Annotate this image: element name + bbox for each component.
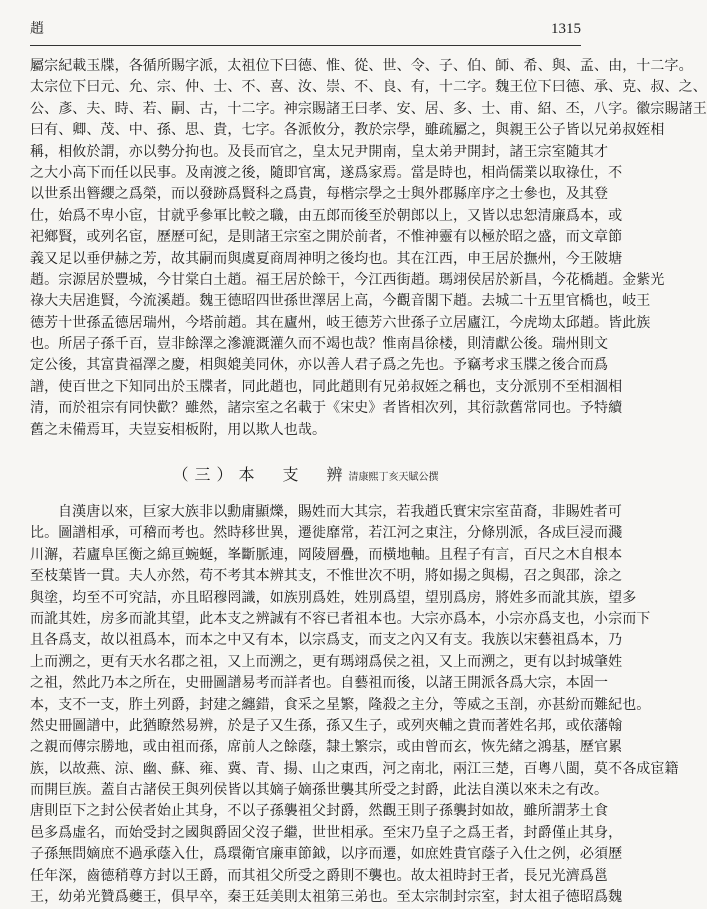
text-line: 以世系出簪纓之爲榮，而以發跡爲賢科之爲貴，每楷宗學之士與外郡縣庠序之士參也，及其登 bbox=[30, 186, 609, 203]
text-line: 自漢唐以來，巨家大族非以勳庸顯爍，賜姓而大其宗，若我趙氏實宋宗室苗裔，非賜姓者可 bbox=[58, 504, 622, 520]
text-line: 且各爲支，故以祖爲本，而本之中又有本，以宗爲支，而支之內又有支。我族以宋藝祖爲本，乃 bbox=[30, 632, 623, 649]
section-byline: 清康熙丁亥天賦公撰 bbox=[348, 472, 439, 483]
text-line: 稱，相攸於謂，亦以勢分拘也。及長而官之，皇太兄尹開南，皇太弟尹開封，諸王宗室隨其才 bbox=[30, 143, 609, 160]
text-line: 仕，始爲不卑小宦，甘就乎參軍比較之職，由五郎而後至於朝郎以上，又皆以忠恕清廉爲本，或 bbox=[30, 207, 623, 224]
header-rule bbox=[30, 45, 581, 46]
text-line: 邑多爲虛名，而始受封之國與爵固父沒子繼，世世相承。至宋乃皇子之爲王者，封爵僅止其身， bbox=[30, 824, 623, 841]
text-line: 屬宗紀載玉牒，各循所賜字派，太祖位下曰德、惟、從、世、令、子、伯、師、希、與、孟、由，十二字。 bbox=[30, 58, 693, 74]
section-title bbox=[0, 463, 611, 487]
text-line: 唐則臣下之封公侯者始止其身，不以子孫襲祖父封爵，然觀王則子孫襲封如故，雖所謂茅土食 bbox=[30, 803, 609, 820]
text-line: 而訛其姓，房多而訛其望，此本支之辨誠有不容已者祖本也。大宗亦爲本，小宗亦爲支也，小宗而下 bbox=[30, 610, 651, 627]
text-line: 而開巨族。蓋自古諸侯王與列侯皆以其嫡子嫡孫世襲其所受之封爵，此法自漢以來未之有改。 bbox=[30, 782, 609, 799]
section-heading: （三）本 支 辨 bbox=[172, 465, 349, 484]
text-line: 太宗位下曰元、允、宗、仲、士、不、喜、汝、崇、不、良、有，十二字。魏王位下曰德、承、克、叔、之、 bbox=[30, 79, 707, 96]
section-2-body bbox=[30, 502, 679, 908]
text-line: 族，以故燕、涼、幽、蘇、雍、冀、青、揚、山之東西，河之南北，兩江三楚，百粵八閩，莫不各成宦籍 bbox=[30, 760, 679, 777]
chapter-title: 趙 bbox=[30, 21, 44, 37]
text-line: 然史冊圖譜中，此猶瞭然易辨，於是子又生孫，孫又生子，或列夾輔之貴而著姓名邦，或依藩翰 bbox=[30, 717, 623, 734]
text-line: 舊之未備焉耳，夫豈妄相板附，用以欺人也哉。 bbox=[30, 421, 327, 438]
text-line: 子孫無問嫡庶不過承蔭入仕，爲環衛官廉車節鉞，以序而遷，如庶姓貴官蔭子入仕之例，必須歷 bbox=[30, 846, 623, 863]
text-line: 任年深，齒德稍尊方封以王爵，而其祖父所受之爵則不襲也。故太祖時封王者，長兄光濟爲邕 bbox=[30, 867, 609, 884]
text-line: 王，幼弟光贊爲夔王，俱早卒，秦王廷美則太祖第三弟也。至太宗制封宗室，封太祖子德昭爲魏 bbox=[30, 889, 623, 906]
section-1-body bbox=[30, 56, 707, 441]
text-line: 義又足以垂伊赫之芳，故其嗣而與虞夏商周神明之後均也。其在江西，申王居於撫州，今王陂塘 bbox=[30, 250, 623, 267]
text-line: 之大小高下而任以民事。及南渡之後，隨即官寓，遂爲家焉。當是時也，相尚儒業以取祿仕，不 bbox=[30, 164, 623, 181]
text-line: 曰有、卿、茂、中、孫、思、貴，七字。各派攸分，教於宗學，雖疏屬之，與親王公子皆以兄弟叔姪相 bbox=[30, 122, 665, 139]
page-header bbox=[30, 18, 581, 40]
page-number: 1315 bbox=[551, 21, 581, 37]
text-line: 之祖，然此乃本之所在，史冊圖譜易考而詳者也。自藝祖而後，以諸王開派各爲大宗，本固一 bbox=[30, 675, 609, 692]
text-line: 與塗，均至不可究詰，亦且昭穆罔識，如族別爲姓，姓別爲望，望別爲房，將姓多而訛其族，望多 bbox=[30, 589, 637, 606]
text-line: 本，支不一支，胙土列爵，封建之纏錯，食采之星繁，隆殺之主分，等威之玉剖，亦甚紛而難紀也。 bbox=[30, 696, 651, 713]
text-line: 譜，使百世之下知同出於玉牒者，同此趙也，同此趙則有兄弟叔姪之稱也，支分派別不至相涸相 bbox=[30, 378, 623, 395]
text-line: 上而溯之，更有天水名郡之祖，又上而溯之，更有瑪翊爲侯之祖，又上而溯之，更有以封城肇姓 bbox=[30, 653, 623, 670]
text-line: 趙。宗源居於豐城，今甘棠白土趙。福王居於餘干，今江西街趙。瑪翊侯居於新昌，今花橋趙。金紫光 bbox=[30, 271, 665, 288]
text-line: 德芳十世孫孟德居瑞州，今塔前趙。其在廬州，岐王德芳六世孫子立居廬江，今虎坳太邱趙。皆此族 bbox=[30, 314, 651, 331]
text-line: 定公後，其富貴福澤之慶，相與媲美同休，亦以善人君子爲之先也。予竊考求玉牒之後合而爲 bbox=[30, 357, 609, 374]
text-line: 祀鄉賢，或列名宦，歷歷可紀，是則諸王宗室之開於前者，不惟神靈有以極於昭之盛，而文章節 bbox=[30, 229, 623, 246]
text-line: 清，而於祖宗有同快歡？雖然，諸宗室之名載于《宋史》者皆相次列，其衍款舊常同也。予特續 bbox=[30, 400, 623, 417]
text-line: 之親而傳宗勝地，或由祖而孫，席前人之餘蔭，隸土繁宗，或由曾而玄，恢先緒之鴻基，歷官累 bbox=[30, 739, 623, 756]
text-line: 也。所居子孫千百，豈非餘澤之滲漉溉灌久而不竭也哉？惟南昌徐楼，則清獻公後。瑞州則文 bbox=[30, 336, 609, 353]
text-line: 比。圖譜相承，可稽而考也。然時移世異，遷徙靡常，若江河之東注，分條別派，各成巨浸而濺 bbox=[30, 525, 623, 542]
text-line: 川澥，若廬阜匡衡之綿亘蜿蜒，峯斷脈連，岡陵層疊，而橫地軸。且程子有言，百尺之木自根本 bbox=[30, 546, 623, 563]
text-line: 祿大夫居進賢，今流溪趙。魏王德昭四世孫世澤居上高，今觀音閣下趙。去城二十五里官橋也，岐王 bbox=[30, 293, 651, 310]
text-line: 公、彥、夫、時、若、嗣、古，十二字。神宗賜諸王曰孝、安、居、多、士、甫、紹、丕，八字。徽宗賜諸王 bbox=[30, 100, 707, 117]
text-line: 至枝葉皆一貫。夫人亦然，苟不考其本辨其支，不惟世次不明，將如揚之與楊，召之與邵，涂之 bbox=[30, 568, 623, 585]
